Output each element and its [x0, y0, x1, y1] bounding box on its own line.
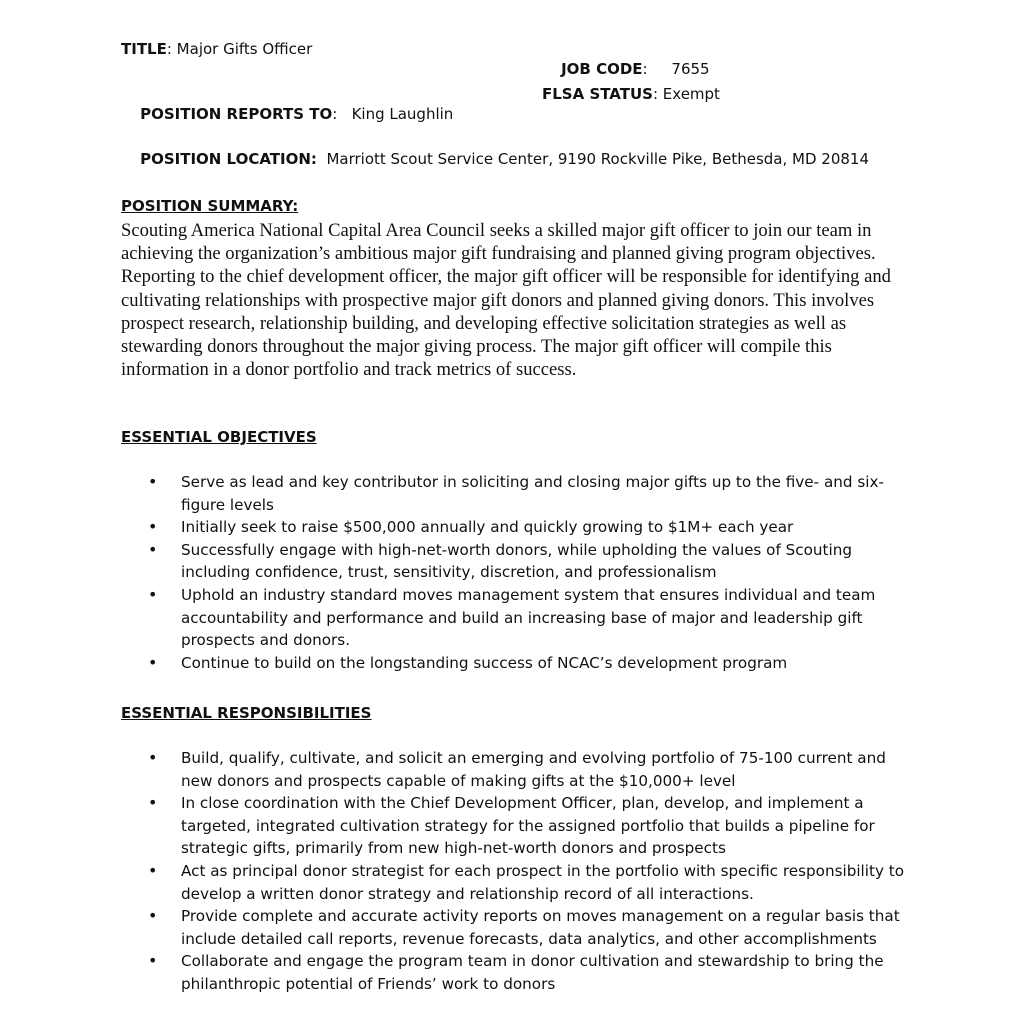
bullet-icon: • [148, 951, 158, 971]
reports-to-label: POSITION REPORTS TO [140, 105, 333, 123]
list-item: • Provide complete and accurate activity reports on moves management on a regular basis that include detailed call reports, revenue forecasts, data analytics, and other accomplishments [148, 906, 900, 948]
job-code-value: : 7655 [642, 60, 710, 78]
reports-to-value: : King Laughlin [332, 105, 454, 123]
flsa-value: : Exempt [652, 85, 720, 103]
bullet-icon: • [148, 793, 158, 813]
list-item: • Uphold an industry standard moves management system that ensures individual and team accountability and performance and build an increasing base of major and leadership gift prospects and donors. [148, 584, 876, 650]
list-item: • Serve as lead and key contributor in soliciting and closing major gifts up to the five- and six-figure levels [148, 472, 884, 514]
location-label: POSITION LOCATION: [140, 150, 317, 168]
title-field [121, 39, 312, 59]
list-item: • Build, qualify, cultivate, and solicit an emerging and evolving portfolio of 75-100 current and new donors and prospects capable of making gifts at the $10,000+ level [148, 748, 886, 790]
title-value: : Major Gifts Officer [166, 40, 313, 58]
objectives-list [121, 471, 911, 674]
list-item: • Successfully engage with high-net-worth donors, while upholding the values of Scouting including confidence, trust, sensitivity, discretion, and professionalism [148, 539, 852, 582]
list-item: • Continue to build on the longstanding success of NCAC’s development program [121, 652, 911, 675]
job-code-label: JOB CODE [561, 60, 643, 78]
bullet-icon: • [148, 906, 158, 926]
responsibilities-list [121, 747, 911, 996]
bullet-icon: • [148, 472, 158, 491]
location-value: Marriott Scout Service Center, 9190 Rockville Pike, Bethesda, MD 20814 [316, 150, 870, 168]
list-item: • Act as principal donor strategist for each prospect in the portfolio with specific responsibility to develop a written donor strategy and relationship record of all interactions. [148, 860, 905, 903]
bullet-icon: • [148, 539, 158, 559]
bullet-icon: • [148, 652, 158, 672]
location-field [121, 129, 869, 189]
essential-objectives-heading: ESSENTIAL OBJECTIVES [121, 428, 317, 446]
bullet-icon: • [148, 517, 158, 537]
bullet-icon: • [148, 748, 158, 767]
position-summary-heading: POSITION SUMMARY: [121, 197, 299, 215]
list-item: • Collaborate and engage the program team in donor cultivation and stewardship to bring the philanthropic potential of Friends’ work to donors [148, 951, 884, 993]
title-label: TITLE [121, 40, 167, 58]
list-item: • In close coordination with the Chief Development Officer, plan, develop, and implement a targeted, integrated cultivation strategy for the assigned portfolio that builds a pipeline for strategic gifts, primarily from new high-net-worth donors and prospects [148, 793, 875, 858]
flsa-status-field [542, 84, 720, 104]
bullet-icon: • [148, 860, 158, 880]
bullet-icon: • [148, 584, 158, 604]
essential-responsibilities-heading: ESSENTIAL RESPONSIBILITIES [121, 704, 372, 722]
position-summary-text: Scouting America National Capital Area Council seeks a skilled major gift officer to join our team in achieving the organization’s ambitious major gift fundraising and planned giving program objectives. Reporting to the chief development officer, the major gift officer will be responsible for identifying and cultivating relationships with prospective major gift donors and planned giving donors. This involves prospect research, relationship building, and developing effective solicitation strategies as well as stewarding donors throughout the major giving process. The major gift officer will compile this information in a donor portfolio and track metrics of success. [121, 220, 891, 381]
list-item: • Initially seek to raise $500,000 annually and quickly growing to $1M+ each year [121, 516, 911, 539]
flsa-label: FLSA STATUS [542, 85, 653, 103]
